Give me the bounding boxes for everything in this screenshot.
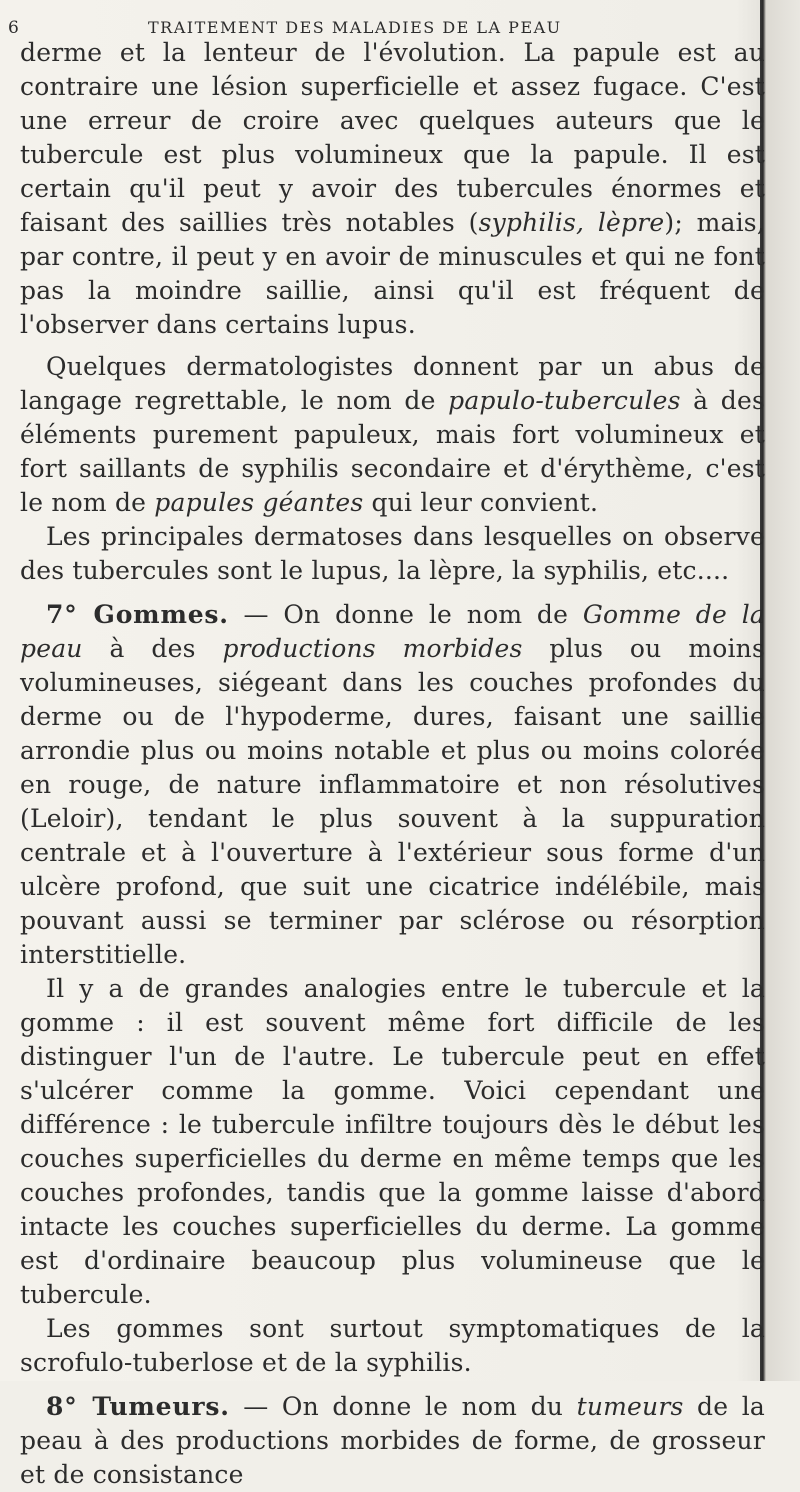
- page-number: 6: [8, 18, 20, 38]
- section-heading-tumeurs: 8° Tumeurs.: [46, 1392, 230, 1421]
- paragraph-gommes-symptomatiques: Les gommes sont surtout symptomatiques de la scrofulo-tuberlose et de la syphilis.: [20, 1314, 765, 1377]
- section-gommes: 7° Gommes. — On donne le nom de Gomme de la peau à des productions morbides plus ou moins volumineuses, siégeant dans les couches profondes du derme ou de l'hypoderme, dures, faisant une saillie arrondie plus ou moins notable et plus ou moins colorée en rouge, de nature inflammatoire et non résolutives (Leloir), tendant le plus souvent à la suppuration centrale et à l'ouverture à l'extérieur sous forme d'un ulcère profond, que suit une cicatrice indélébile, mais pouvant aussi se terminer par sclérose ou résorption interstitielle.: [20, 600, 766, 969]
- section-tumeurs: 8° Tumeurs. — On donne le nom du tumeurs de la peau à des productions morbides de forme, de grosseur et de consistance: [20, 1392, 765, 1489]
- paragraph-papulo-tubercules: Quelques dermatologistes donnent par un abus de langage regrettable, le nom de papulo-tubercules à des éléments purement papuleux, mais fort volumineux et fort saillants de syphilis secondaire et d'érythème, c'est le nom de papules géantes qui leur convient.: [20, 352, 765, 517]
- paragraph-tubercule-gomme: Il y a de grandes analogies entre le tubercule et la gomme : il est souvent même fort difficile de les distinguer l'un de l'autre. Le tubercule peut en effet s'ulcérer comme la gomme. Voici cependant une différence : le tubercule infiltre toujours dès le début les couches superficielles du derme en même temps que les couches profondes, tandis que la gomme laisse d'abord intacte les couches superficielles du derme. La gomme est d'ordinaire beaucoup plus volumineuse que le tubercule.: [20, 974, 765, 1309]
- running-title: TRAITEMENT DES MALADIES DE LA PEAU: [148, 18, 562, 37]
- paragraph-principales-dermatoses: Les principales dermatoses dans lesquelles on observe des tubercules sont le lupus, la lèpre, la syphilis, etc....: [20, 522, 765, 585]
- section-heading-gommes: 7° Gommes.: [46, 600, 229, 629]
- page-body: [20, 36, 765, 1492]
- paragraph-papule-vs-tubercule: derme et la lenteur de l'évolution. La papule est au contraire une lésion superficielle et assez fugace. C'est une erreur de croire avec quelques auteurs que le tubercule est plus volumineux que la papule. Il est certain qu'il peut y avoir des tubercules énormes et faisant des saillies très notables (syphilis, lèpre); mais, par contre, il peut y en avoir de minuscules et qui ne font pas la moindre saillie, ainsi qu'il est fréquent de l'observer dans certains lupus.: [20, 38, 765, 339]
- book-gutter: [760, 0, 800, 1381]
